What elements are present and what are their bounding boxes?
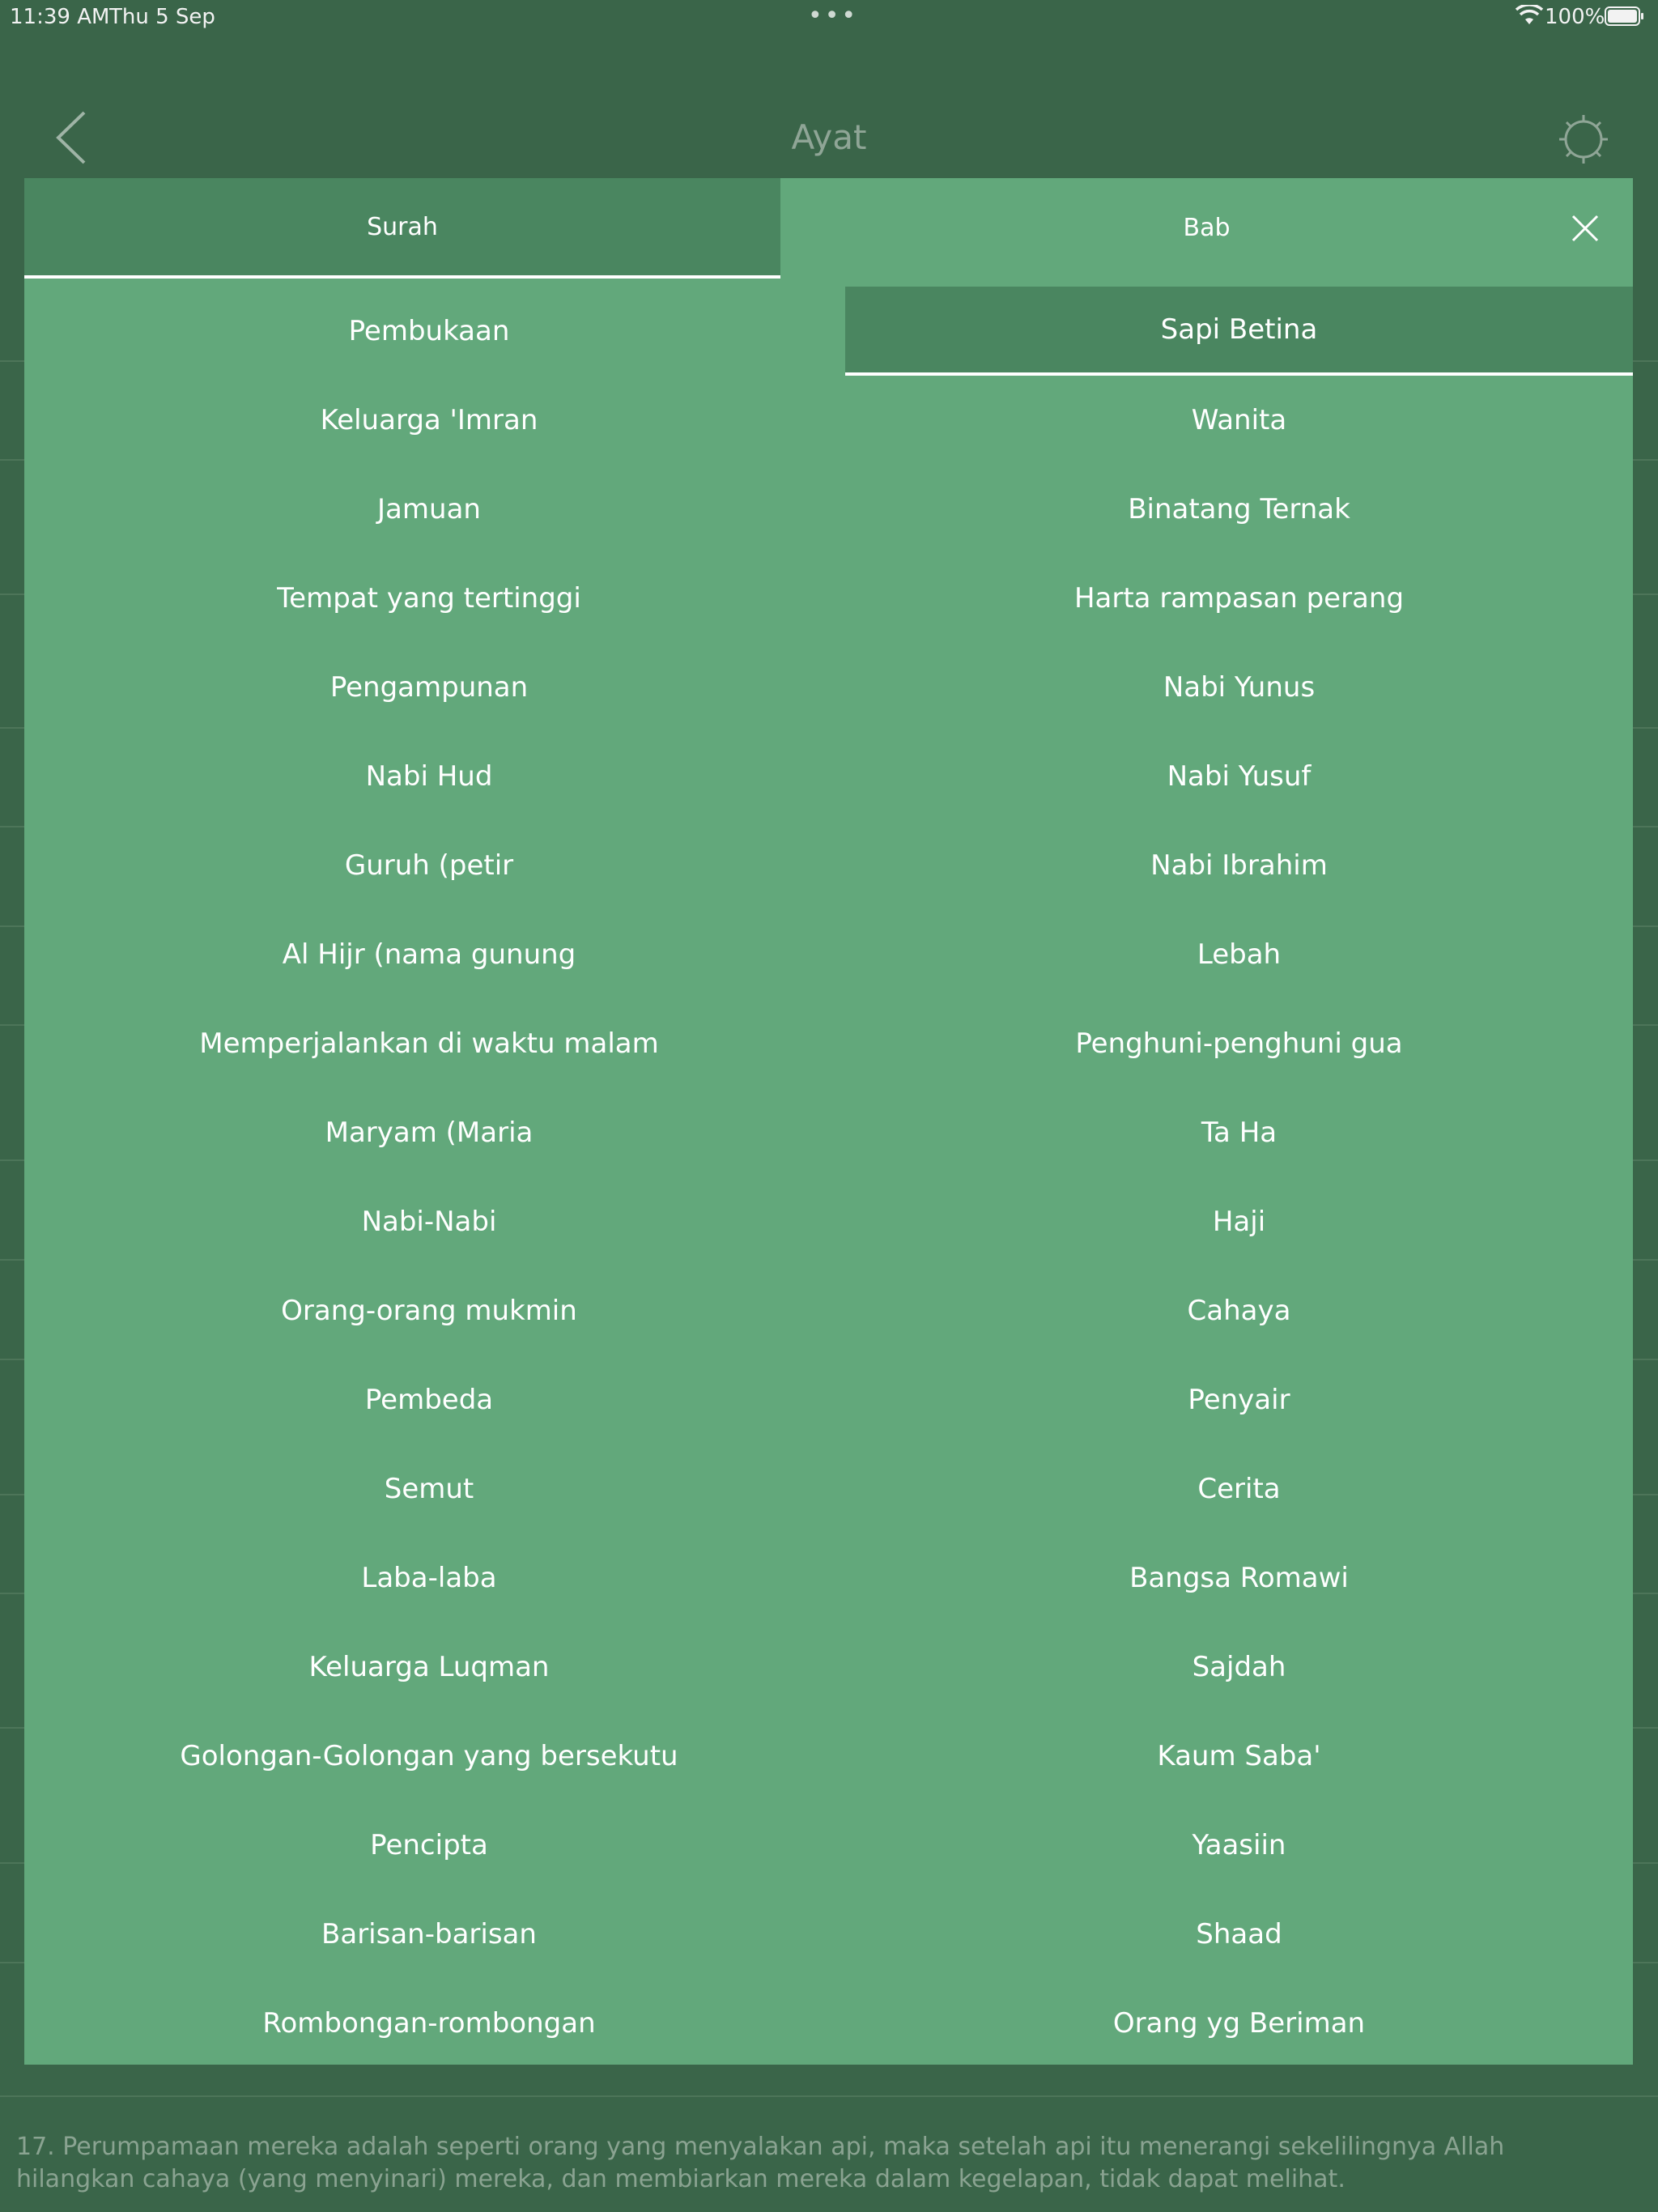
bab-list-item[interactable]: Kaum Saba' bbox=[1157, 1740, 1321, 1772]
surah-list bbox=[24, 287, 834, 2068]
gear-icon[interactable] bbox=[1554, 110, 1613, 168]
surah-list-item[interactable]: Guruh (petir bbox=[344, 849, 514, 882]
surah-list-item[interactable]: Pembukaan bbox=[348, 315, 510, 347]
surah-list-item[interactable]: Nabi Hud bbox=[365, 760, 493, 793]
footer-verse-text: 17. Perumpamaan mereka adalah seperti orang yang menyalakan api, maka setelah api itu menerangi sekelilingnya Allah hilangkan cahaya (yang menyinari) mereka, dan membiarkan mereka dalam kegelapan, tidak dapat melihat. bbox=[16, 2133, 1505, 2193]
surah-list-item[interactable]: Tempat yang tertinggi bbox=[277, 582, 581, 615]
surah-list-item[interactable]: Jamuan bbox=[377, 493, 481, 525]
bab-list-item[interactable]: Orang yg Beriman bbox=[1112, 2007, 1366, 2040]
bab-list-item[interactable]: Lebah bbox=[1197, 938, 1282, 971]
surah-list-item[interactable]: Pengampunan bbox=[329, 671, 529, 704]
surah-list-item[interactable]: Maryam (Maria bbox=[325, 1117, 534, 1149]
bab-list-item[interactable]: Nabi Yunus bbox=[1163, 671, 1316, 704]
bab-list-item[interactable]: Yaasiin bbox=[1192, 1829, 1286, 1861]
tab-surah[interactable] bbox=[24, 178, 780, 279]
surah-list-item[interactable]: Laba-laba bbox=[361, 1562, 497, 1594]
battery-icon bbox=[1605, 6, 1645, 26]
bab-list bbox=[845, 287, 1633, 2068]
surah-list-item[interactable]: Nabi-Nabi bbox=[361, 1206, 497, 1238]
bab-list-item[interactable]: Cerita bbox=[1197, 1473, 1281, 1505]
surah-list-item[interactable]: Al Hijr (nama gunung bbox=[282, 938, 576, 971]
surah-list-item[interactable]: Golongan-Golongan yang bersekutu bbox=[180, 1740, 678, 1772]
bab-list-item[interactable]: Penghuni-penghuni gua bbox=[1075, 1027, 1403, 1060]
tab-surah-label: Surah bbox=[367, 212, 438, 241]
surah-list-item[interactable]: Pembeda bbox=[364, 1384, 494, 1416]
tab-bab-label: Bab bbox=[1183, 214, 1231, 242]
tab-bab[interactable] bbox=[780, 178, 1633, 278]
bab-list-item[interactable]: Harta rampasan perang bbox=[1073, 582, 1405, 615]
surah-list-item[interactable]: Barisan-barisan bbox=[321, 1918, 537, 1950]
chapter-picker-modal bbox=[24, 178, 1633, 2065]
nav-bar bbox=[0, 32, 1658, 178]
surah-list-item[interactable]: Memperjalankan di waktu malam bbox=[199, 1027, 659, 1060]
divider bbox=[0, 2095, 1658, 2097]
bab-list-item[interactable]: Binatang Ternak bbox=[1128, 493, 1350, 525]
bab-list-item[interactable]: Penyair bbox=[1188, 1384, 1290, 1416]
bab-list-item[interactable]: Cahaya bbox=[1187, 1295, 1291, 1327]
bab-list-item[interactable]: Wanita bbox=[1191, 404, 1287, 436]
close-icon[interactable] bbox=[1571, 214, 1600, 243]
battery-percentage: 100% bbox=[1545, 5, 1605, 29]
bab-list-item[interactable]: Nabi Yusuf bbox=[1167, 760, 1312, 793]
status-bar bbox=[0, 0, 1658, 32]
multitasking-dots[interactable]: ••• bbox=[808, 2, 859, 30]
bab-list-item[interactable]: Shaad bbox=[1196, 1918, 1282, 1950]
surah-list-item[interactable]: Pencipta bbox=[370, 1829, 488, 1861]
surah-list-item[interactable]: Rombongan-rombongan bbox=[262, 2007, 596, 2040]
bab-list-item[interactable]: Ta Ha bbox=[1201, 1117, 1278, 1149]
surah-list-item[interactable]: Orang-orang mukmin bbox=[281, 1295, 577, 1327]
surah-list-item[interactable]: Keluarga Luqman bbox=[308, 1651, 550, 1683]
status-date: Thu 5 Sep bbox=[109, 5, 215, 29]
bab-list-item[interactable]: Nabi Ibrahim bbox=[1150, 849, 1328, 882]
bab-list-item-selected[interactable]: Sapi Betina bbox=[845, 287, 1633, 376]
surah-list-item[interactable]: Keluarga 'Imran bbox=[320, 404, 538, 436]
surah-list-item[interactable]: Semut bbox=[384, 1473, 474, 1505]
wifi-icon bbox=[1516, 5, 1543, 26]
status-time: 11:39 AM bbox=[10, 5, 110, 29]
bab-list-item[interactable]: Bangsa Romawi bbox=[1129, 1562, 1349, 1594]
bab-list-item[interactable]: Haji bbox=[1212, 1206, 1266, 1238]
bab-list-item[interactable]: Sajdah bbox=[1192, 1651, 1286, 1683]
page-title: Ayat bbox=[791, 117, 867, 157]
